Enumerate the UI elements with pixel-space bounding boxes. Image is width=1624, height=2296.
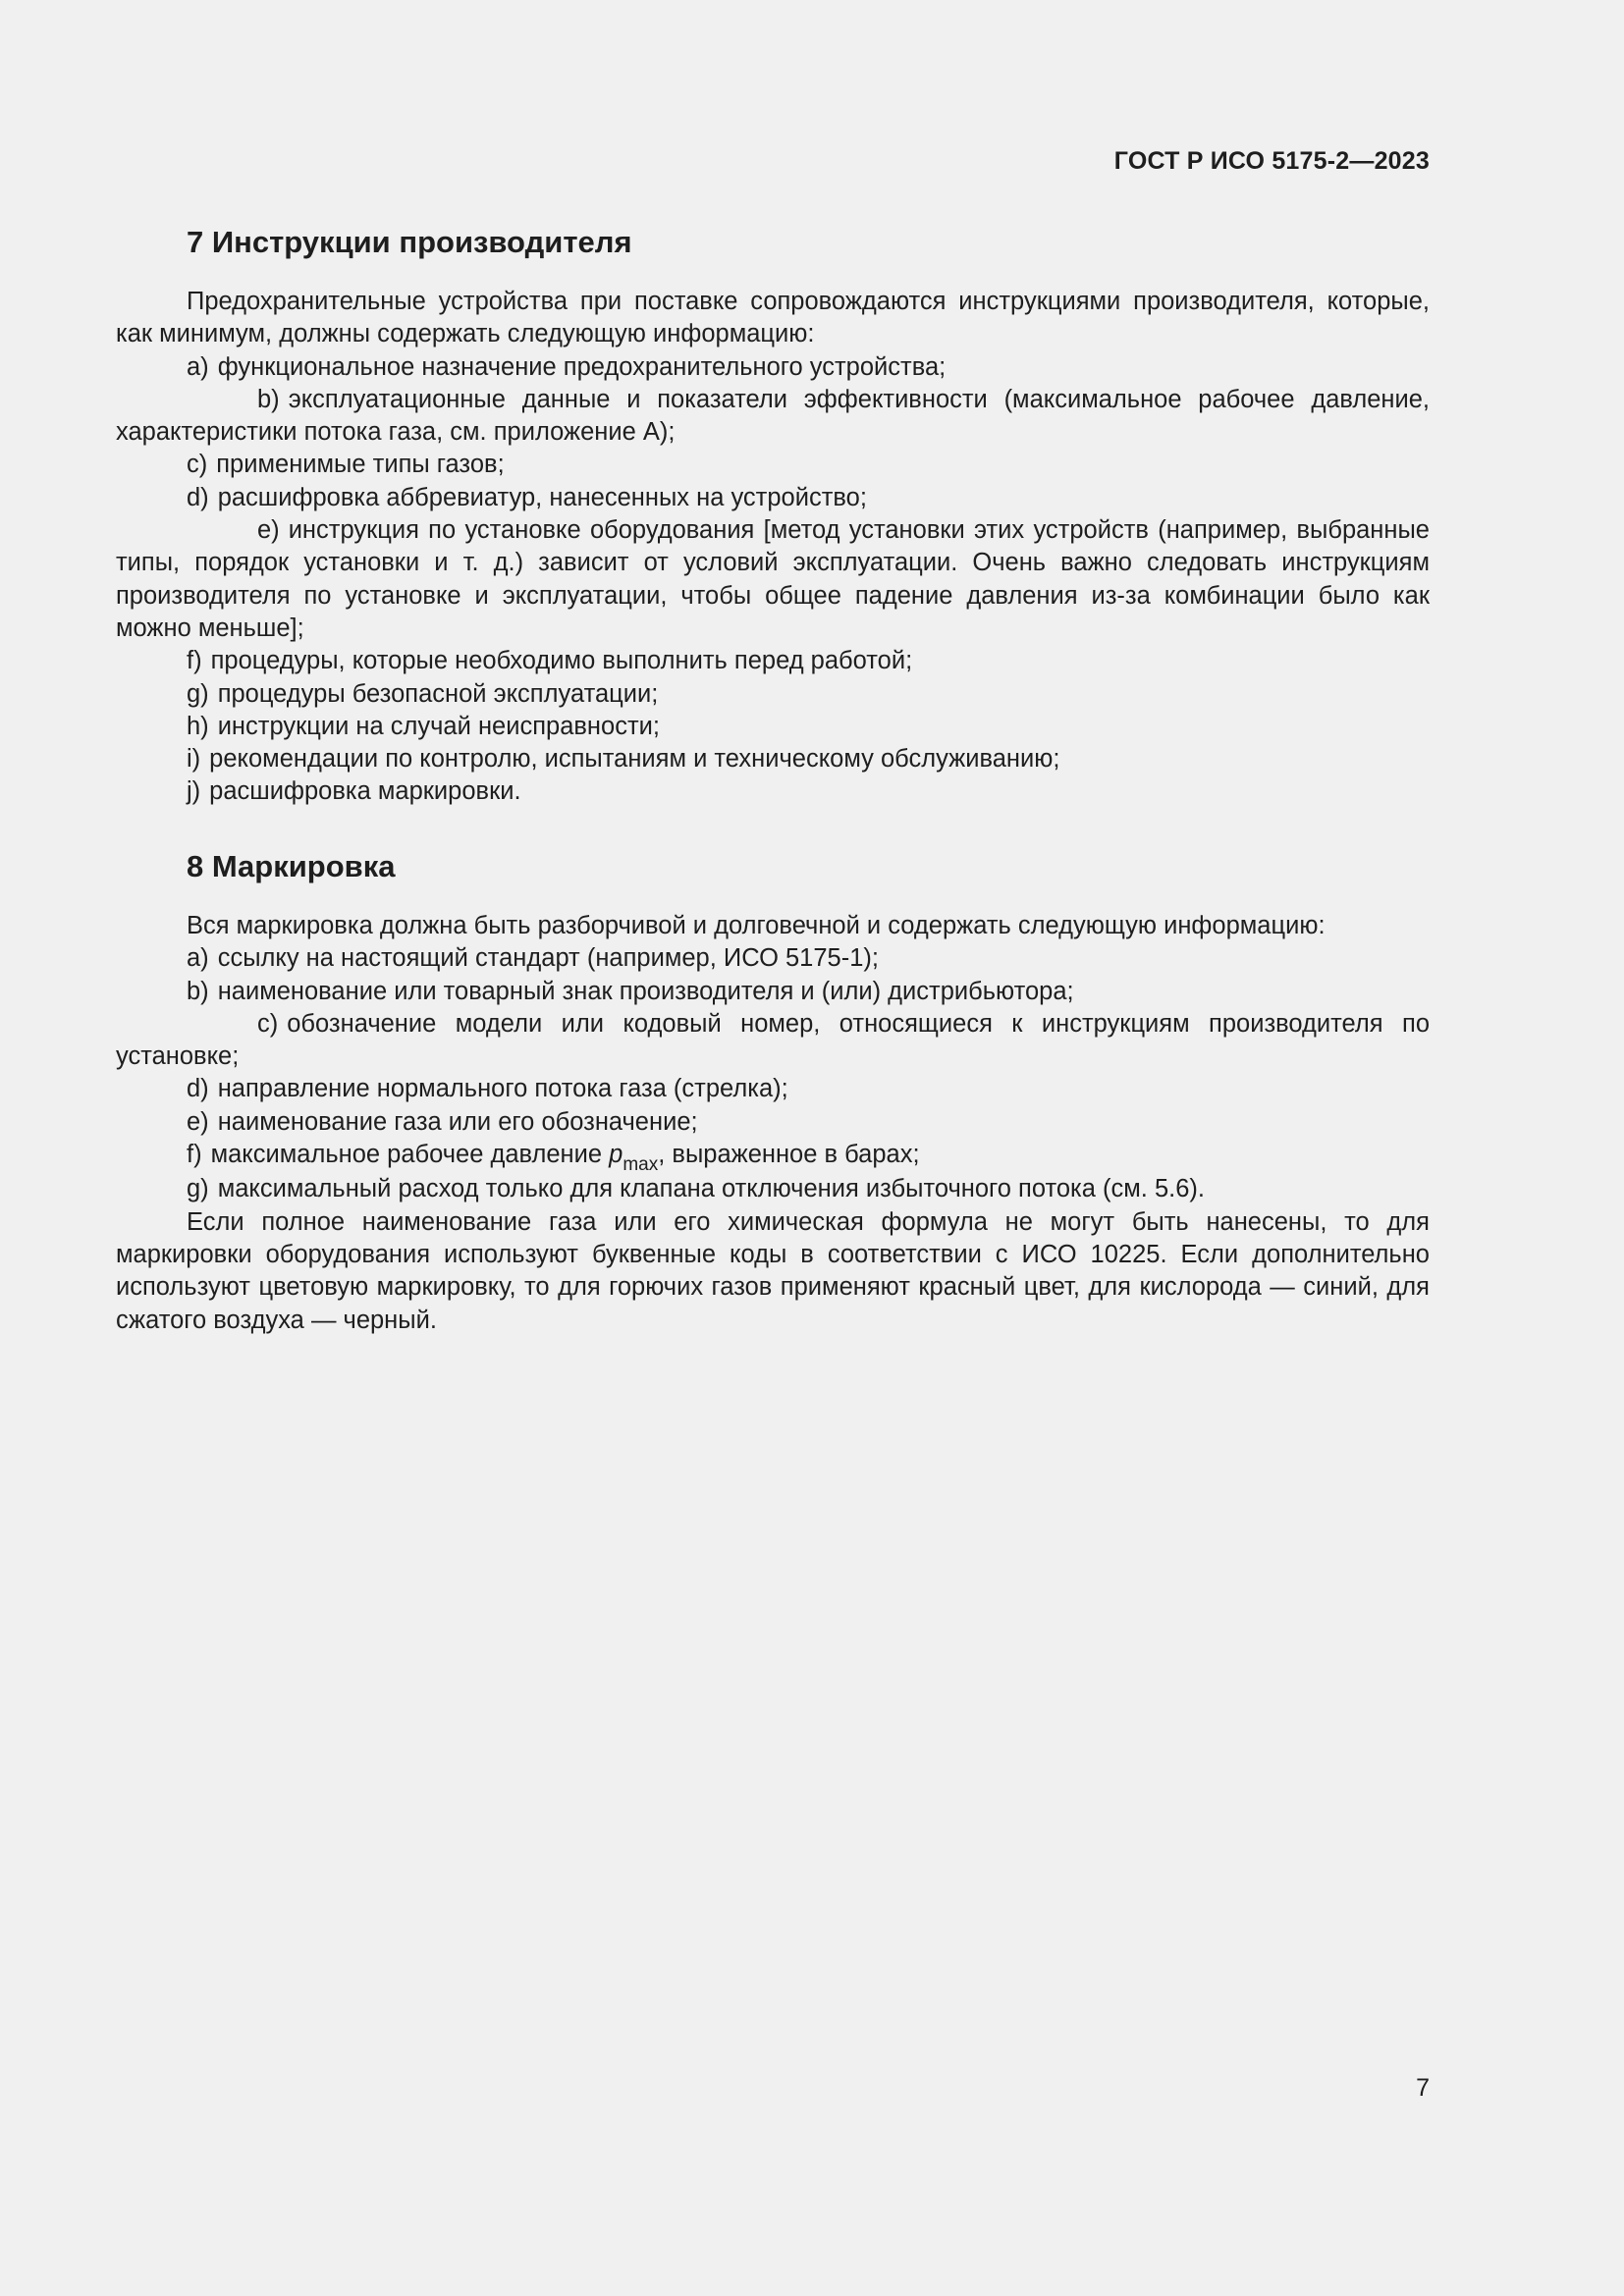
list-item-text: направление нормального потока газа (стрелка); — [217, 1075, 788, 1103]
list-marker: c) — [187, 451, 208, 479]
list-marker: d) — [187, 1075, 209, 1103]
section-8-intro: Вся маркировка должна быть разборчивой и долговечной и содержать следующую информацию: — [187, 912, 1326, 939]
list-item-text-after: , выраженное в барах; — [658, 1141, 920, 1169]
list-marker: b) — [257, 385, 280, 413]
list-item — [116, 351, 1430, 384]
list-marker: e) — [187, 1107, 209, 1136]
list-marker: f) — [187, 1141, 202, 1169]
list-marker: g) — [187, 1175, 209, 1203]
list-marker: b) — [187, 977, 209, 1005]
list-item — [116, 1139, 1430, 1176]
document-page — [116, 0, 1430, 2296]
list-item — [116, 1008, 1430, 1074]
list-item — [116, 678, 1430, 711]
list-item — [116, 1173, 1430, 1205]
list-item — [116, 449, 1430, 481]
section-7-title: 7 Инструкции производителя — [187, 225, 632, 259]
list-marker: e) — [257, 516, 280, 545]
list-item — [116, 775, 1430, 808]
list-item-text: эксплуатационные данные и показатели эффективности (максимальное рабочее давление, характеристики потока газа, см. приложение А); — [116, 385, 1430, 447]
section-8-closing: Если полное наименование газа или его химическая формула не могут быть нанесены, то для маркировки оборудования используют буквенные коды в соответствии с ИСО 10225. Если дополнительно используют цветовую маркировку, то для горючих газов применяют красный цвет, для кислорода — синий, для сжатого воздуха — черный. — [116, 1207, 1430, 1334]
list-marker: d) — [187, 483, 209, 511]
list-item-text: рекомендации по контролю, испытаниям и техническому обслуживанию; — [209, 745, 1060, 774]
list-marker: f) — [187, 647, 202, 675]
pressure-variable: p — [609, 1141, 623, 1169]
list-item — [116, 645, 1430, 677]
list-item-text: применимые типы газов; — [216, 451, 505, 479]
list-item-text: наименование газа или его обозначение; — [217, 1107, 698, 1136]
list-marker: i) — [187, 745, 201, 774]
section-8-title: 8 Маркировка — [187, 849, 396, 883]
list-item-text: обозначение модели или кодовый номер, относящиеся к инструкциям производителя по установке; — [116, 1009, 1430, 1071]
list-item — [116, 743, 1430, 775]
list-item-text: процедуры безопасной эксплуатации; — [217, 679, 659, 708]
list-marker: a) — [187, 944, 209, 973]
list-item — [116, 1073, 1430, 1105]
list-marker: g) — [187, 679, 209, 708]
list-item-text: функциональное назначение предохранительного устройства; — [217, 352, 947, 381]
list-item-text: наименование или товарный знак производителя и (или) дистрибьютора; — [217, 977, 1074, 1005]
list-item-text: расшифровка маркировки. — [209, 777, 521, 806]
document-id-header: ГОСТ Р ИСО 5175-2—2023 — [1113, 147, 1430, 175]
list-item-text: инструкция по установке оборудования [метод установки этих устройств (например, выбранные типы, порядок установки и т. д.) зависит от условий эксплуатации. Очень важно следовать инструкциям производителя по установке и эксплуатации, чтобы общее падение давления из-за комбинации было как можно меньше]; — [116, 516, 1430, 642]
list-marker: c) — [257, 1009, 279, 1038]
list-marker: h) — [187, 712, 209, 740]
list-item-text: инструкции на случай неисправности; — [217, 712, 660, 740]
pressure-subscript: max — [623, 1154, 659, 1176]
list-item-text: процедуры, которые необходимо выполнить перед работой; — [210, 647, 913, 675]
list-item-text: ссылку на настоящий стандарт (например, ИСО 5175-1); — [217, 944, 879, 973]
page-number: 7 — [1416, 2074, 1430, 2102]
list-item — [116, 384, 1430, 450]
list-item-text-before: максимальное рабочее давление — [210, 1141, 610, 1169]
section-7-body — [116, 286, 1430, 809]
list-item — [116, 976, 1430, 1008]
section-8-body — [116, 910, 1430, 1337]
list-marker: a) — [187, 352, 209, 381]
list-item — [116, 514, 1430, 645]
list-item — [116, 711, 1430, 743]
list-item — [116, 482, 1430, 514]
list-item-text: максимальный расход только для клапана отключения избыточного потока (см. 5.6). — [217, 1175, 1205, 1203]
list-marker: j) — [187, 777, 201, 806]
section-7-intro: Предохранительные устройства при поставке сопровождаются инструкциями производителя, которые, как минимум, должны содержать следующую информацию: — [116, 288, 1430, 348]
list-item — [116, 942, 1430, 975]
list-item — [116, 1106, 1430, 1139]
list-item-text: расшифровка аббревиатур, нанесенных на устройство; — [217, 483, 867, 511]
